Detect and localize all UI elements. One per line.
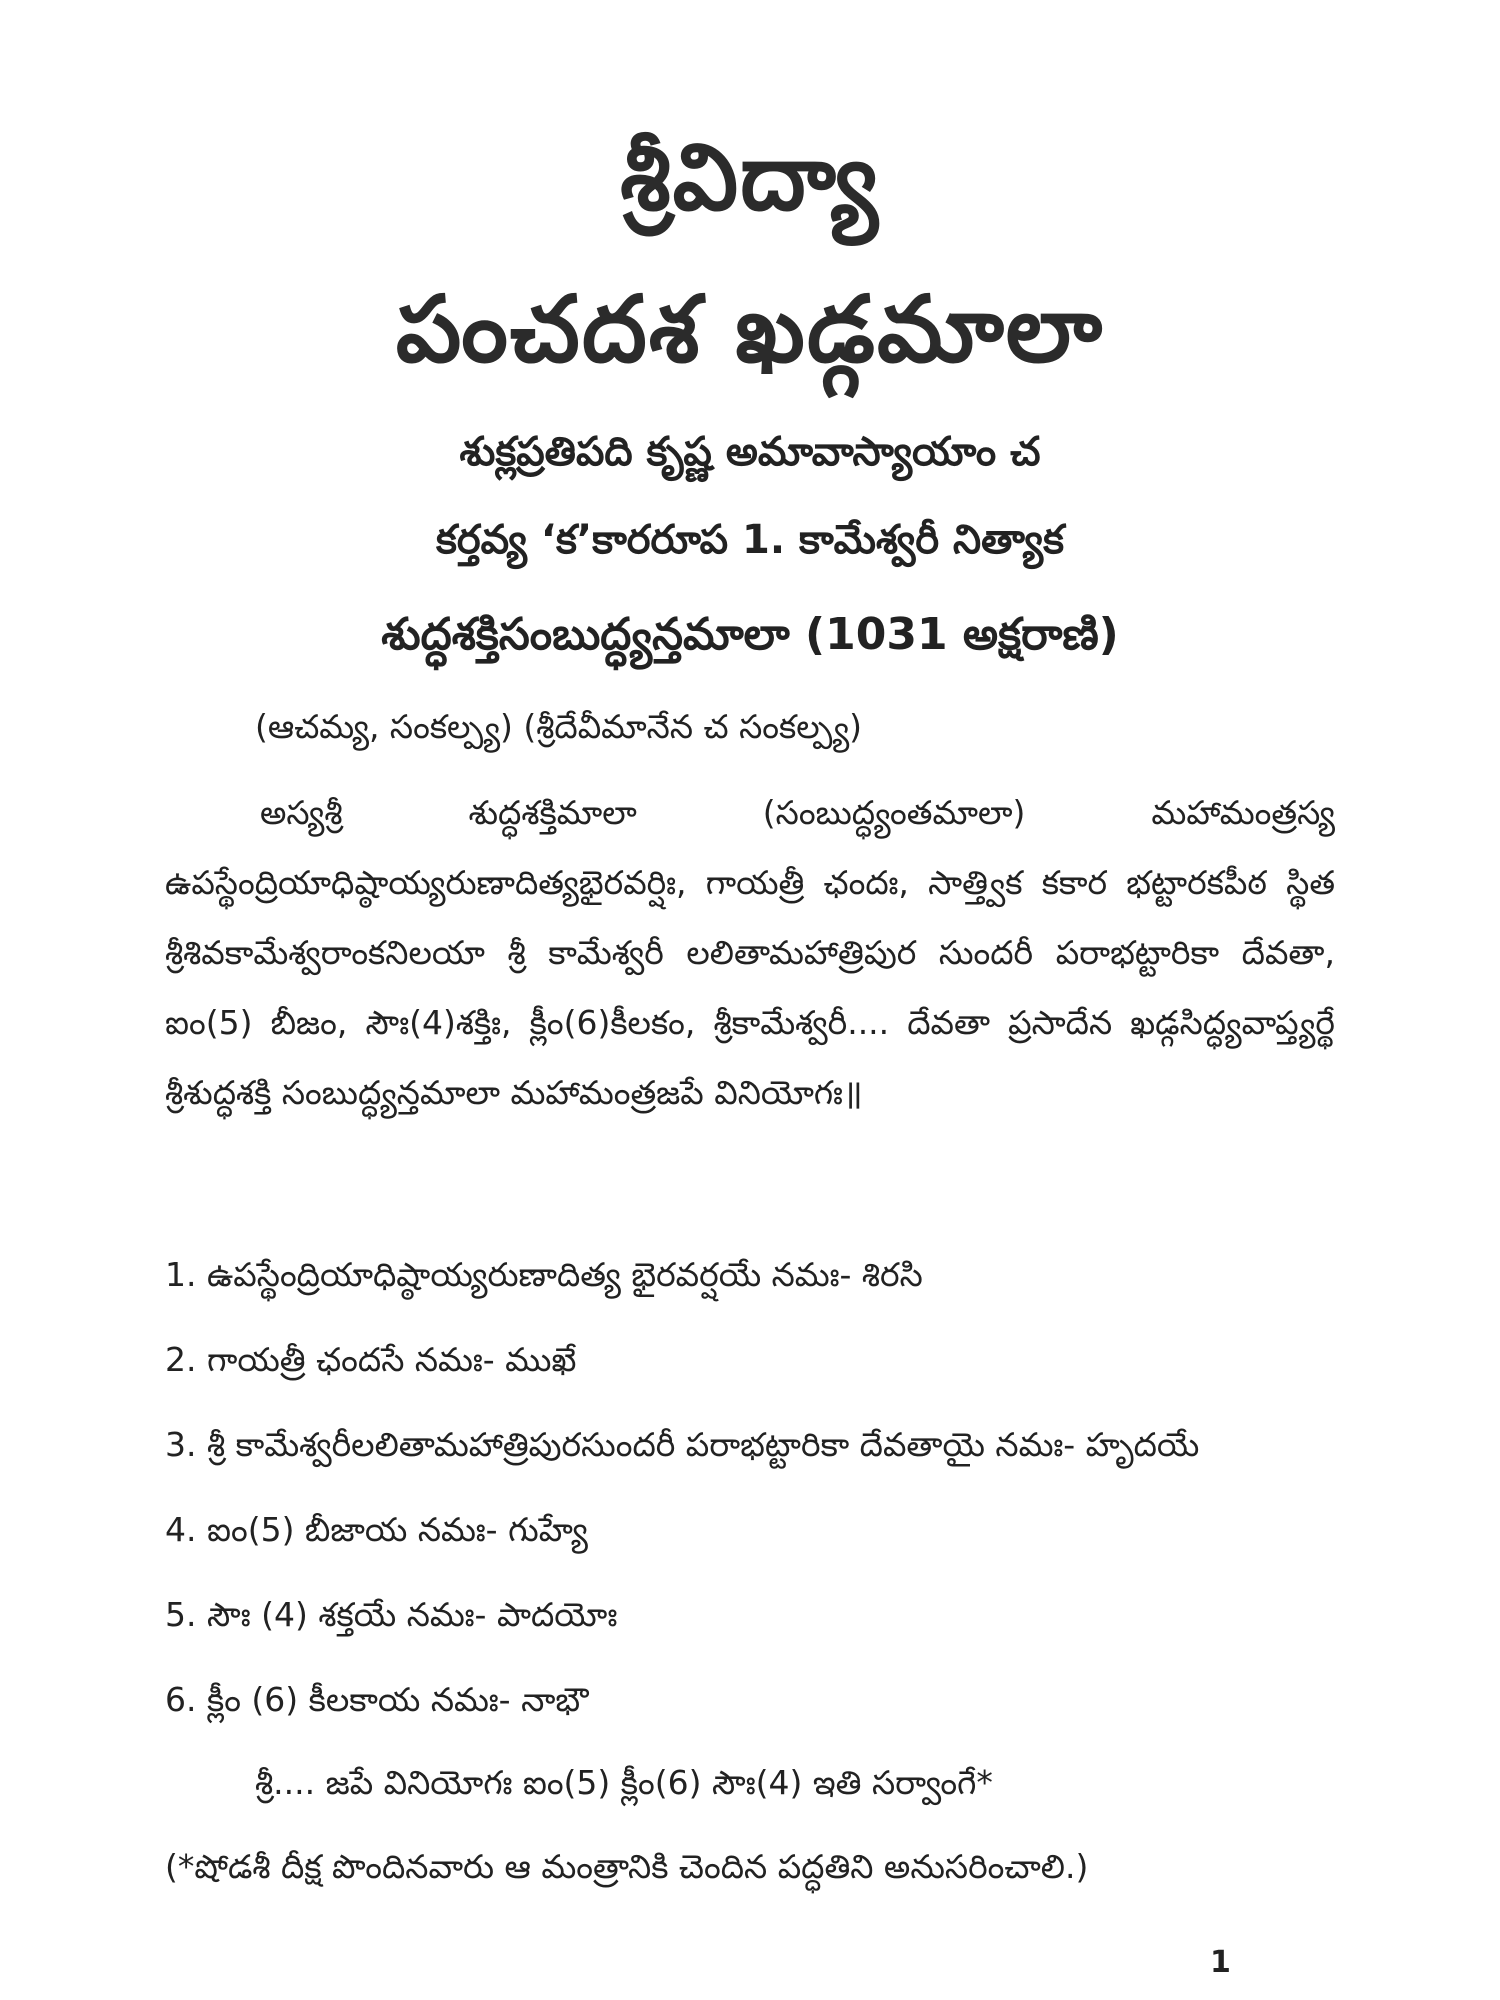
nyasa-item-3: 3. శ్రీ కామేశ్వరీలలితామహాత్రిపురసుందరీ పరాభట్టారికా దేవతాయై నమః- హృదయే <box>165 1425 1200 1464</box>
sankalpa-line: (ఆచమ్య, సంకల్ప్య) (శ్రీదేవీమానేన చ సంకల్ప్య) <box>255 707 863 746</box>
subtitle-line-3: శుద్ధశక్తిసంబుద్ధ్యన్తమాలా (1031 అక్షరాణి) <box>381 609 1119 660</box>
subtitle-line-2: కర్తవ్య ‘క’కారరూప 1. కామేశ్వరీ నిత్యాక <box>435 517 1065 563</box>
nyasa-item-6: 6. క్లీం (6) కీలకాయ నమః- నాభౌ <box>165 1680 589 1719</box>
subtitle-line-1: శుక్లప్రతిపది కృష్ణ అమావాస్యాయాం చ <box>459 429 1041 475</box>
nyasa-item-5: 5. సౌః (4) శక్తయే నమః- పాదయోః <box>165 1595 618 1634</box>
footnote: (*షోడశీ దీక్ష పొందినవారు ఆ మంత్రానికి చెందిన పద్ధతిని అనుసరించాలి.) <box>165 1847 1089 1886</box>
viniyoga-paragraph <box>165 778 1335 1128</box>
nyasa-item-2: 2. గాయత్రీ ఛందసే నమః- ముఖే <box>165 1340 577 1379</box>
nyasa-item-1: 1. ఉపస్థేంద్రియాధిష్ఠాయ్యరుణాదిత్య భైరవర్షయే నమః- శిరసి <box>165 1255 923 1294</box>
page-number: 1 <box>1210 1945 1231 1980</box>
title-line-1: శ్రీవిద్యా <box>620 124 880 231</box>
nyasa-item-4: 4. ఐం(5) బీజాయ నమః- గుహ్యే <box>165 1510 588 1549</box>
title-line-2: పంచదశ ఖడ్గమాలా <box>395 276 1105 383</box>
japa-line: శ్రీ.... జపే వినియోగః ఐం(5) క్లీం(6) సౌః(4) ఇతి సర్వాంగే* <box>255 1763 993 1802</box>
viniyoga-text: అస్యశ్రీ శుద్ధశక్తిమాలా (సంబుద్ధ్యంతమాలా) మహామంత్రస్య ఉపస్థేంద్రియాధిష్ఠాయ్యరుణాదిత్యభైరవర్షిః, గాయత్రీ ఛందః, సాత్త్విక కకార భట్టారకపీఠ స్థిత శ్రీశివకామేశ్వరాంకనిలయా శ్రీ కామేశ్వరీ లలితామహాత్రిపుర సుందరీ పరాభట్టారికా దేవతా, ఐం(5) బీజం, సౌః(4)శక్తిః, క్లీం(6)కీలకం, శ్రీకామేశ్వరీ.... దేవతా ప్రసాదేన ఖడ్గసిద్ధ్యవాప్త్యర్థే శ్రీశుద్ధశక్తి సంబుద్ధ్యన్తమాలా మహామంత్రజపే వినియోగః॥ <box>165 793 1335 1112</box>
